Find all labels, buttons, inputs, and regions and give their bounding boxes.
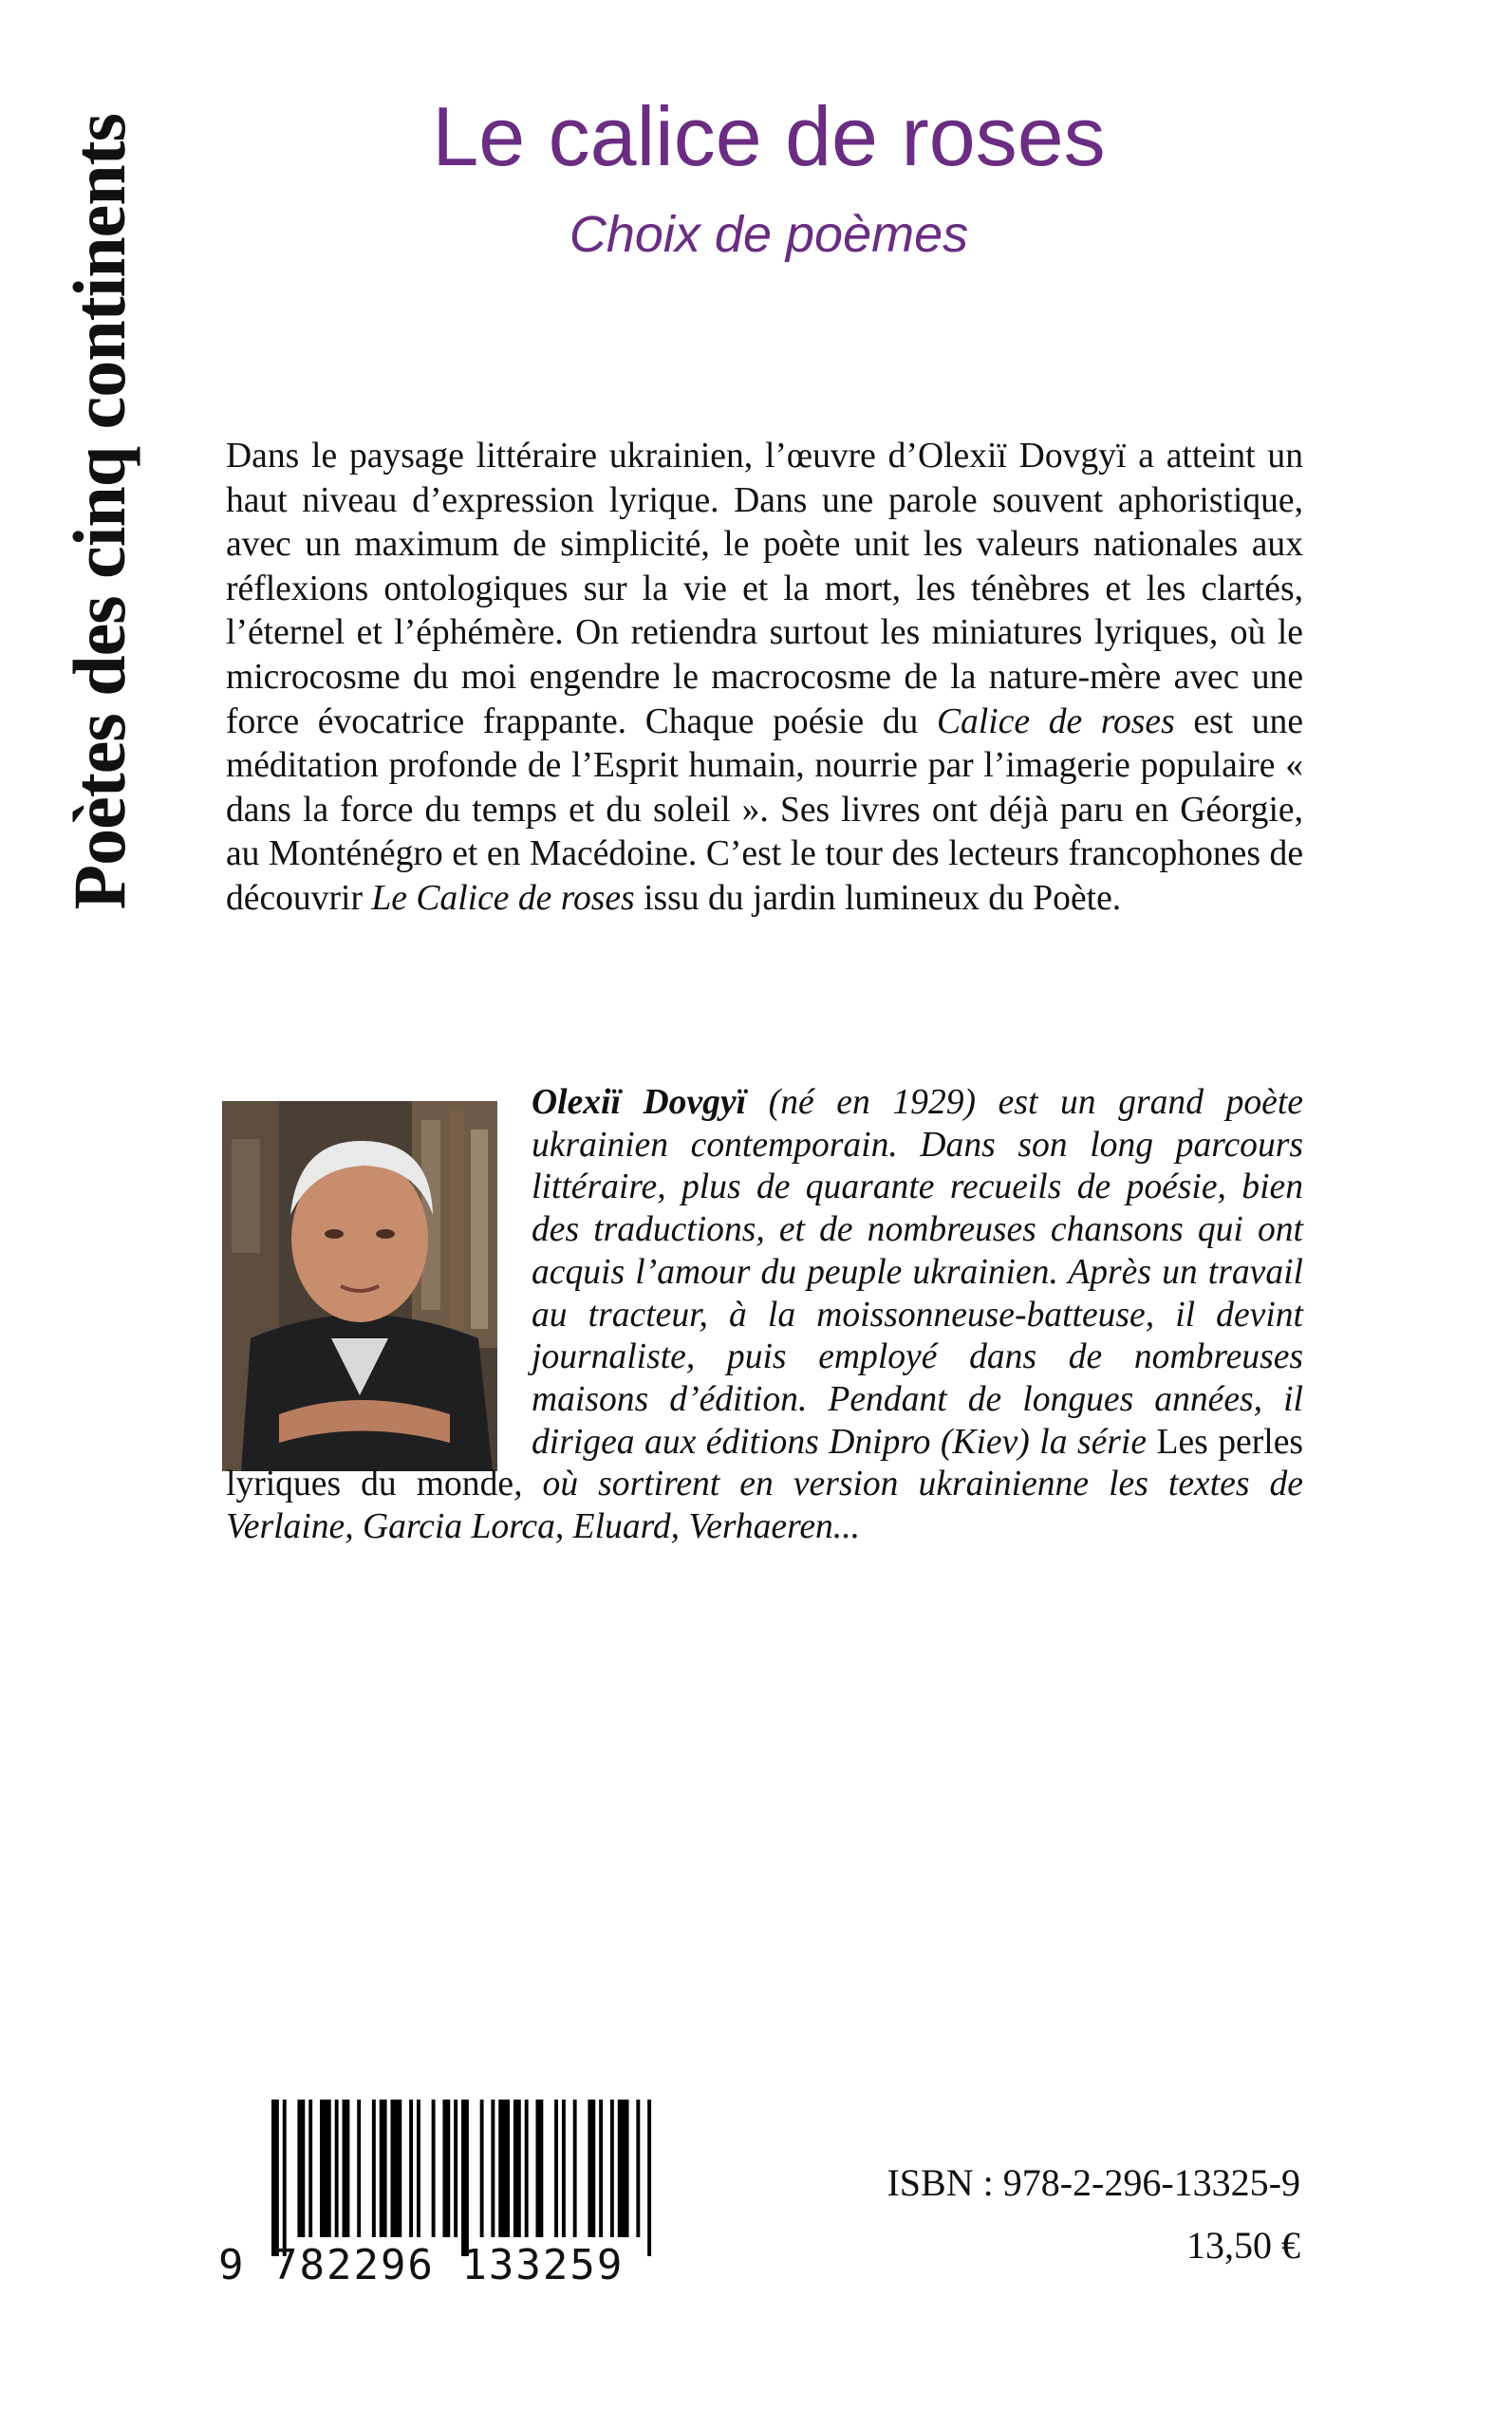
barcode-bar <box>525 2100 529 2237</box>
book-subtitle: Choix de poèmes <box>569 206 969 263</box>
barcode-bar <box>297 2100 305 2237</box>
barcode-digits: 9 782296 133259 <box>218 2241 625 2289</box>
barcode-bar <box>618 2100 629 2237</box>
barcode-bar <box>461 2100 469 2256</box>
barcode-bar <box>562 2100 566 2237</box>
barcode-bar <box>417 2100 420 2237</box>
author-bio <box>226 1082 1303 1549</box>
bio-series-name: Les perles lyriques du monde <box>226 1422 1303 1504</box>
barcode-bar <box>573 2100 577 2237</box>
photo-spacer <box>226 1082 532 1462</box>
barcode-bar <box>498 2100 510 2237</box>
barcode-bar <box>343 2100 350 2237</box>
description-text: issu du jardin lumineux du Poète. <box>634 878 1122 918</box>
barcode-bar <box>372 2100 376 2237</box>
barcode-bar <box>480 2100 484 2237</box>
barcode-bar <box>513 2100 521 2237</box>
barcode-bar <box>391 2100 402 2237</box>
barcode-bar <box>588 2100 595 2237</box>
barcode-bar <box>599 2100 603 2237</box>
barcode-bar <box>271 2100 279 2256</box>
description-text: est une méditation profonde de l’Esprit humain, nourrie par l’imagerie populaire « dans la force du temps et du soleil ». Ses livres ont déjà paru en Géorgie, au Monténégro et en Macédoine. C’est le tour des lecteurs francophones de découvrir <box>226 701 1304 918</box>
barcode-bar <box>610 2100 614 2237</box>
description-text: Dans le paysage littéraire ukrainien, l’œuvre d’Olexiï Dovgyï a atteint un haut niveau d’expression lyrique. Dans une parole souvent aphoristique, avec un maximum de simplicité, le poète unit les valeurs nationales aux réflexions ontologiques sur la vie et la mort, les ténèbres et les clartés, l’éternel et l’éphémère. On retiendra surtout les miniatures lyriques, où le microcosme du moi engendre le macrocosme de la nature-mère avec une force évocatrice frappante. Chaque poésie du <box>226 437 1303 741</box>
barcode-bar <box>380 2100 387 2237</box>
barcode <box>218 2100 655 2289</box>
isbn: ISBN : 978-2-296-13325-9 <box>887 2161 1300 2204</box>
series-title: Poètes des cinq continents <box>58 114 140 910</box>
barcode-bar <box>320 2100 331 2237</box>
bio-text: (né en 1929) est un grand poète ukrainien contemporain. Dans son long parcours littéraire, plus de quarante recueils de poésie, bien des traductions, et de nombreuses chansons qui ont acquis l’amour du peuple ukrainien. Après un travail au tracteur, à la moissonneuse-batteuse, il devint journaliste, puis employé dans de nombreuses maisons d’édition. Pendant de longues années, il dirigea aux éditions Dnipro (Kiev) la série <box>532 1083 1303 1462</box>
barcode-bar <box>535 2100 543 2237</box>
barcode-bar <box>442 2100 450 2237</box>
barcode-bars <box>271 2100 655 2256</box>
barcode-bar <box>491 2100 495 2237</box>
author-name: Olexiï Dovgyï <box>532 1083 747 1122</box>
book-title: Le calice de roses <box>432 89 1106 183</box>
price: 13,50 € <box>1186 2224 1300 2267</box>
barcode-bar <box>554 2100 558 2237</box>
barcode-bar <box>335 2100 339 2237</box>
book-description <box>226 435 1303 922</box>
barcode-bar <box>432 2100 436 2237</box>
barcode-bar <box>454 2100 457 2237</box>
barcode-bar <box>308 2100 312 2237</box>
barcode-bar <box>409 2100 413 2237</box>
barcode-bar <box>647 2100 651 2256</box>
barcode-bar <box>357 2100 361 2237</box>
description-book-ref: Calice de roses <box>936 701 1175 741</box>
description-book-ref: Le Calice de roses <box>371 878 635 918</box>
bio-text: , où sortirent en version ukrainienne les textes de Verlaine, Garcia Lorca, Eluard, Verhaeren... <box>226 1465 1303 1547</box>
barcode-bar <box>636 2100 640 2237</box>
barcode-bar <box>283 2100 287 2256</box>
